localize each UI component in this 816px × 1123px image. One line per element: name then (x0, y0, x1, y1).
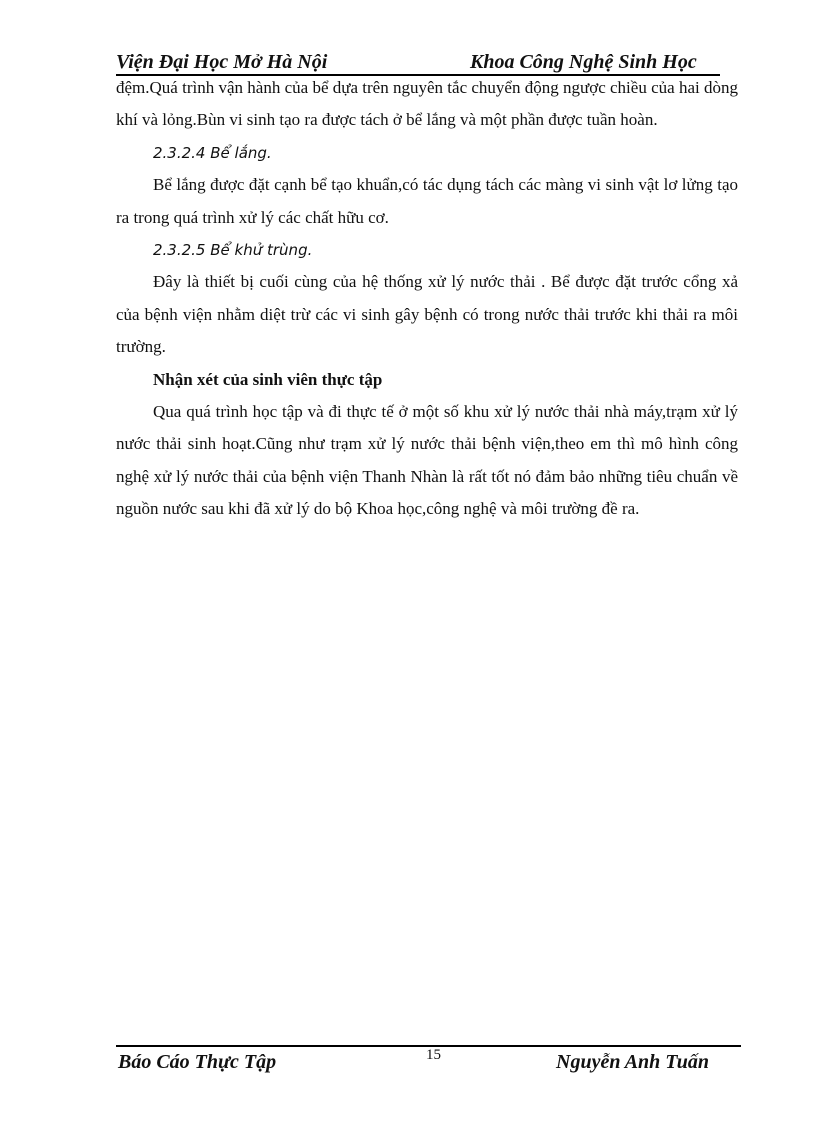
footer-author: Nguyễn Anh Tuấn (556, 1051, 710, 1073)
document-body (116, 72, 738, 526)
header-faculty: Khoa Công Nghệ Sinh Học (470, 51, 697, 73)
section-heading-student-remarks: Nhận xét của sinh viên thực tập (153, 369, 383, 389)
paragraph-continuation: đệm.Quá trình vận hành của bể dựa trên nguyên tắc chuyển động ngược chiều của hai dòng khí và lỏng.Bùn vi sinh tạo ra được tách ở bể lắng và một phần được tuần hoàn. (116, 78, 738, 130)
paragraph-sedimentation-tank: Bể lắng được đặt cạnh bể tạo khuẩn,có tác dụng tách các màng vi sinh vật lơ lửng tạo ra trong quá trình xử lý các chất hữu cơ. (116, 175, 738, 227)
footer-report-title: Báo Cáo Thực Tập (118, 1051, 277, 1073)
paragraph-disinfection-tank: Đây là thiết bị cuối cùng của hệ thống xử lý nước thải . Bể được đặt trước cổng xả của bệnh viện nhằm diệt trừ các vi sinh gây bệnh có trong nước thải trước khi thải ra môi trường. (116, 272, 738, 357)
paragraph-student-remarks: Qua quá trình học tập và đi thực tế ở một số khu xử lý nước thải nhà máy,trạm xử lý nước thải sinh hoạt.Cũng như trạm xử lý nước thải bệnh viện,theo em thì mô hình công nghệ xử lý nước thải của bệnh viện Thanh Nhàn là rất tốt nó đảm bảo những tiêu chuẩn về nguồn nước sau khi đã xử lý do bộ Khoa học,công nghệ và môi trường đề ra. (116, 402, 738, 519)
section-heading-sedimentation-tank: 2.3.2.4 Bể lắng. (153, 143, 272, 162)
section-heading-disinfection-tank: 2.3.2.5 Bể khử trùng. (153, 241, 313, 260)
header-institution: Viện Đại Học Mở Hà Nội (116, 51, 328, 73)
page-number: 15 (426, 1047, 441, 1063)
